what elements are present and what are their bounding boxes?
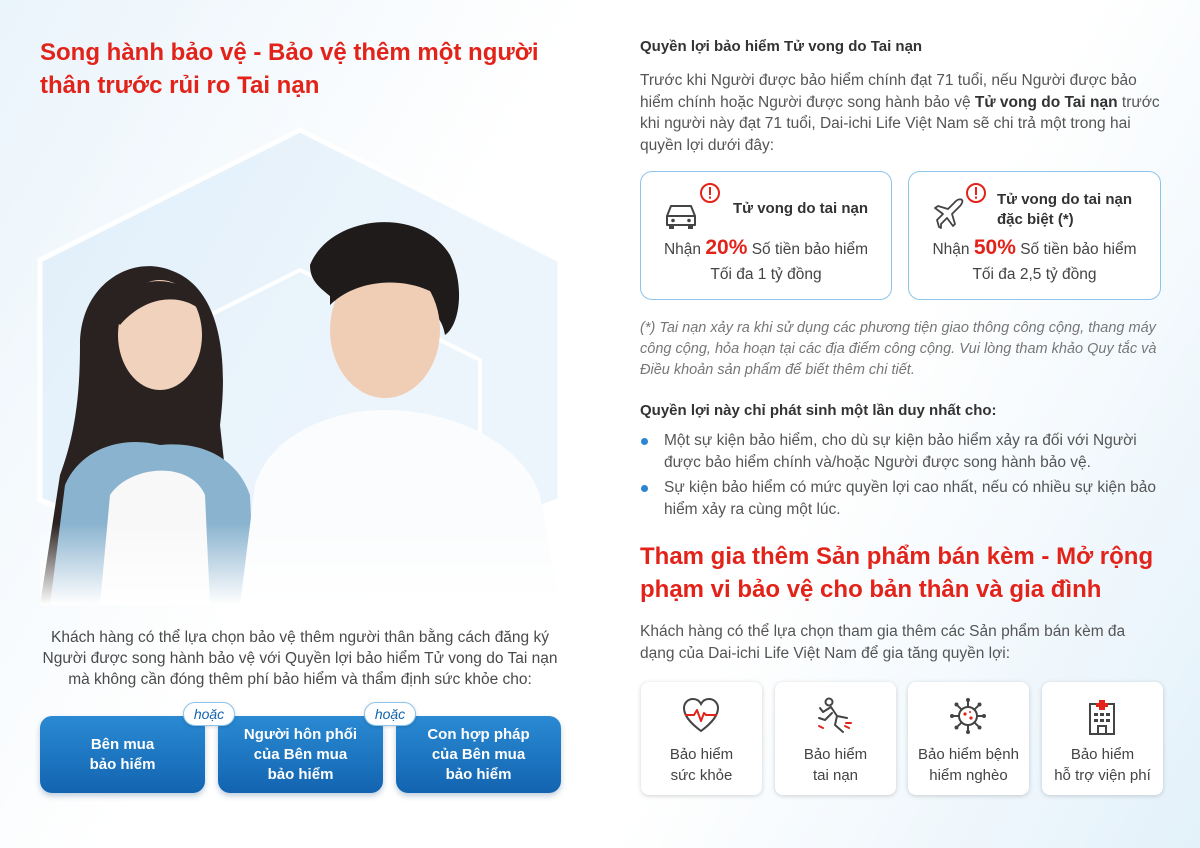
virus-icon: [948, 696, 988, 736]
couple-photo: [40, 195, 570, 605]
benefit-card-accident: [640, 171, 892, 300]
bullet-dot-icon: [641, 438, 648, 445]
hospital-icon: [1082, 696, 1122, 736]
or-badge: hoặc: [364, 702, 416, 726]
bullet-text: Sự kiện bảo hiểm có mức quyền lợi cao nhất, nếu có nhiều sự kiện bảo hiểm xảy ra cùng một lúc.: [664, 479, 1156, 518]
benefit-card-special: [908, 171, 1161, 300]
product-label: [775, 744, 896, 786]
register-paragraph: Khách hàng có thể lựa chọn bảo vệ thêm người thân bằng cách đăng ký Người được song hành bảo vệ với Quyền lợi bảo hiểm Tử vong do Tai nạn mà không cần đóng thêm phí bảo hiểm và thẩm định sức khỏe cho:: [42, 629, 558, 688]
option-line: Người hôn phối: [243, 725, 358, 743]
airplane-icon: [929, 192, 969, 232]
card-max: Tối đa 2,5 tỷ đồng: [972, 266, 1097, 283]
list-item: [640, 430, 1160, 473]
product-health: [641, 682, 762, 795]
option-line: của Bên mua: [253, 745, 348, 763]
alert-icon: [699, 182, 721, 204]
bullet-dot-icon: [641, 485, 648, 492]
list-item: [640, 477, 1160, 520]
product-label: [1042, 744, 1163, 786]
product-line: Bảo hiểm: [669, 746, 734, 763]
right-column: [600, 0, 1200, 848]
intro-text: Trước khi Người được bảo hiểm chính đạt 71 tuổi, nếu Người được bảo hiểm chính hoặc Người được song hành bảo vệ: [640, 72, 1137, 111]
bullet-text: Một sự kiện bảo hiểm, cho dù sự kiện bảo hiểm xảy ra đối với Người được bảo hiểm chính và/hoặc Người được song hành bảo vệ.: [664, 432, 1137, 471]
card-max: Tối đa 1 tỷ đồng: [710, 266, 822, 283]
card-amount: [641, 236, 891, 260]
option-line: Con hợp pháp: [427, 725, 530, 743]
product-label: [641, 744, 762, 786]
card-suffix: Số tiền bảo hiểm: [751, 241, 869, 258]
card-receive: Nhận: [932, 241, 970, 258]
product-line: hỗ trợ viện phí: [1054, 767, 1151, 784]
product-accident: [775, 682, 896, 795]
bullet-list: [640, 430, 1160, 524]
or-badge: hoặc: [183, 702, 235, 726]
product-line: tai nạn: [812, 767, 859, 784]
product-line: hiểm nghèo: [929, 767, 1008, 784]
intro-bold: Tử vong do Tai nạn: [974, 93, 1118, 111]
option-con-hop-phap: [396, 716, 561, 793]
product-label: [908, 744, 1029, 786]
benefit-heading: Quyền lợi bảo hiểm Tử vong do Tai nạn: [640, 38, 923, 55]
product-hospital: [1042, 682, 1163, 795]
option-ben-mua: [40, 716, 205, 793]
heart-pulse-icon: [681, 696, 721, 736]
alert-icon: [965, 182, 987, 204]
card-title: Tử vong do tai nạn: [733, 200, 869, 217]
card-suffix: Số tiền bảo hiểm: [1020, 241, 1137, 258]
option-line: bảo hiểm: [267, 765, 334, 783]
option-nguoi-hon-phoi: [218, 716, 383, 793]
section-title-rider: Tham gia thêm Sản phẩm bán kèm - Mở rộng phạm vi bảo vệ cho bản thân và gia đình: [640, 543, 1154, 603]
benefit-intro: [640, 70, 1160, 156]
product-line: Bảo hiểm bệnh: [918, 746, 1019, 763]
option-line: bảo hiểm: [89, 755, 156, 773]
option-line: của Bên mua: [431, 745, 526, 763]
option-line: Bên mua: [90, 735, 155, 753]
intro-text: trước khi người này đạt 71 tuổi, Dai-ichi Life Việt Nam sẽ chi trả một trong hai quyền lợi dưới đây:: [640, 93, 1160, 154]
section-title-song-hanh: Song hành bảo vệ - Bảo vệ thêm một người thân trước rủi ro Tai nạn: [40, 39, 539, 99]
product-critical-illness: [908, 682, 1029, 795]
card-title: Tử vong do tai nạn đặc biệt (*): [997, 191, 1133, 228]
product-line: sức khỏe: [670, 767, 733, 784]
card-receive: Nhận: [663, 241, 702, 258]
car-icon: [661, 194, 701, 234]
rider-paragraph: Khách hàng có thể lựa chọn tham gia thêm các Sản phẩm bán kèm đa dạng của Dai-ichi Life Việt Nam để gia tăng quyền lợi:: [640, 623, 1126, 662]
card-amount: [909, 236, 1160, 260]
footnote: (*) Tai nạn xảy ra khi sử dụng các phương tiện giao thông công cộng, thang máy công cộng, hỏa hoạn tại các địa điểm công cộng. Vui lòng tham khảo Quy tắc và Điều khoản sản phẩm để biết thêm chi tiết.: [640, 320, 1157, 378]
once-heading: Quyền lợi này chỉ phát sinh một lần duy nhất cho:: [640, 402, 997, 419]
card-percent: 20%: [705, 236, 748, 259]
product-line: Bảo hiểm: [803, 746, 868, 763]
option-line: bảo hiểm: [445, 765, 512, 783]
product-line: Bảo hiểm: [1070, 746, 1135, 763]
falling-person-icon: [815, 696, 855, 736]
card-percent: 50%: [973, 236, 1016, 259]
